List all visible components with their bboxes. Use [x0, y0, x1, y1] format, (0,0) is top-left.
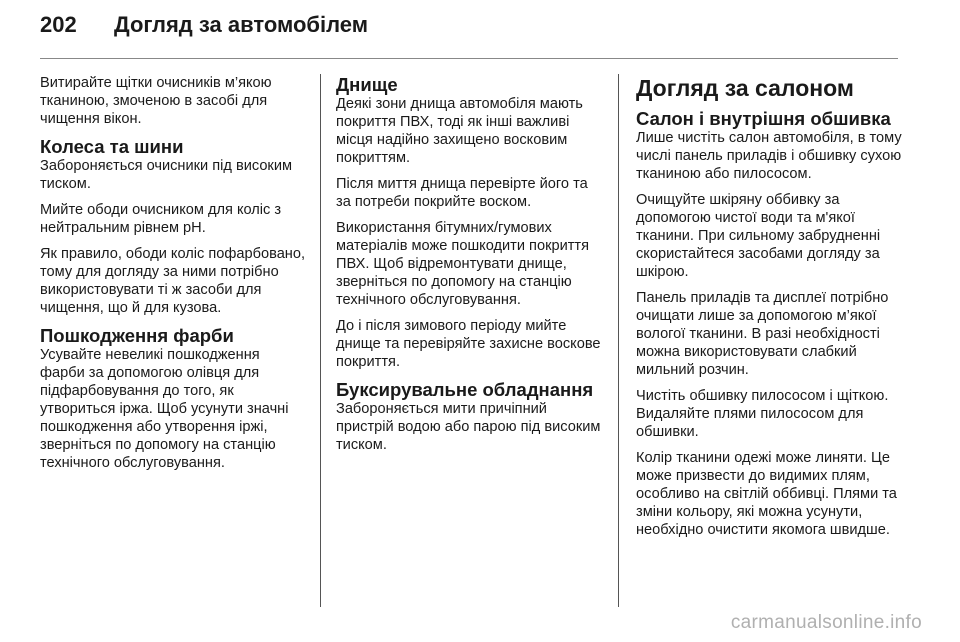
- body-paragraph: Використання бітумних/гумових матеріалів може пошкодити покриття ПВХ. Щоб відремонтувати днище, зверніться по допомогу на станцію технічного обслуговування.: [336, 220, 589, 308]
- body-paragraph: Деякі зони днища автомобіля мають покриття ПВХ, тоді як інші важливі місця надійно захищено восковим покриттям.: [336, 96, 583, 166]
- body-paragraph: Лише чистіть салон автомобіля, в тому числі панель приладів і обшивку сухою тканиною або пилососом.: [636, 130, 902, 182]
- column-divider: [618, 74, 619, 607]
- body-paragraph: Очищуйте шкіряну оббивку за допомогою чистої води та м'якої тканини. При сильному забрудненні скористайтеся засобами догляду за шкірою.: [636, 192, 881, 280]
- column-right: [636, 74, 902, 547]
- intro-paragraph: Витирайте щітки очисників м’якою тканиною, змоченою в засобі для чищення вікон.: [40, 75, 272, 127]
- body-paragraph: Панель приладів та дисплеї потрібно очищати лише за допомогою м’якої вологої тканини. В разі необхідності можна використовувати слабкий мильний розчин.: [636, 290, 889, 378]
- page-title: Догляд за автомобілем: [114, 12, 369, 37]
- column-left: [40, 74, 308, 480]
- body-paragraph: Колір тканини одежі може линяти. Це може призвести до видимих плям, особливо на світлій оббивці. Плями та зміни кольору, які можна усунути, необхідно очистити якомога швидше.: [636, 450, 897, 538]
- body-paragraph: Забороняється очисники під високим тиском.: [40, 158, 293, 192]
- section-heading-towing: Буксирувальне обладнання: [336, 379, 594, 400]
- column-middle: [336, 74, 604, 462]
- section-heading-interior: Салон і внутрішня обшивка: [636, 108, 891, 129]
- body-paragraph: Чистіть обшивку пилососом і щіткою. Видаляйте плями пилососом для обшивки.: [636, 388, 889, 440]
- watermark-text: carmanualsonline.info: [730, 612, 922, 633]
- body-paragraph: Усувайте невеликі пошкодження фарби за допомогою олівця для підфарбовування до того, як утвориться іржа. Щоб усунути значні пошкодження або утворення іржі, зверніться по допомогу на станцію технічного обслуговування.: [40, 347, 289, 471]
- body-paragraph: Мийте ободи очисником для коліс з нейтральним рівнем pH.: [40, 202, 282, 236]
- chapter-title-interior-care: Догляд за салоном: [636, 75, 854, 101]
- section-heading-paint: Пошкодження фарби: [40, 325, 234, 346]
- body-paragraph: Після миття днища перевірте його та за потреби покрийте воском.: [336, 176, 588, 210]
- column-divider: [320, 74, 321, 607]
- page-number: 202: [40, 12, 77, 37]
- section-heading-underbody: Днище: [336, 74, 398, 95]
- body-paragraph: Як правило, ободи коліс пофарбовано, тому для догляду за ними потрібно використовувати ті ж засоби для чищення, що й для кузова.: [40, 246, 306, 316]
- body-paragraph: До і після зимового періоду мийте днище та перевіряйте захисне воскове покриття.: [336, 318, 601, 370]
- header-divider: [40, 58, 898, 59]
- section-heading-wheels: Колеса та шини: [40, 136, 184, 157]
- body-paragraph: Забороняється мити причіпний пристрій водою або парою під високим тиском.: [336, 401, 601, 453]
